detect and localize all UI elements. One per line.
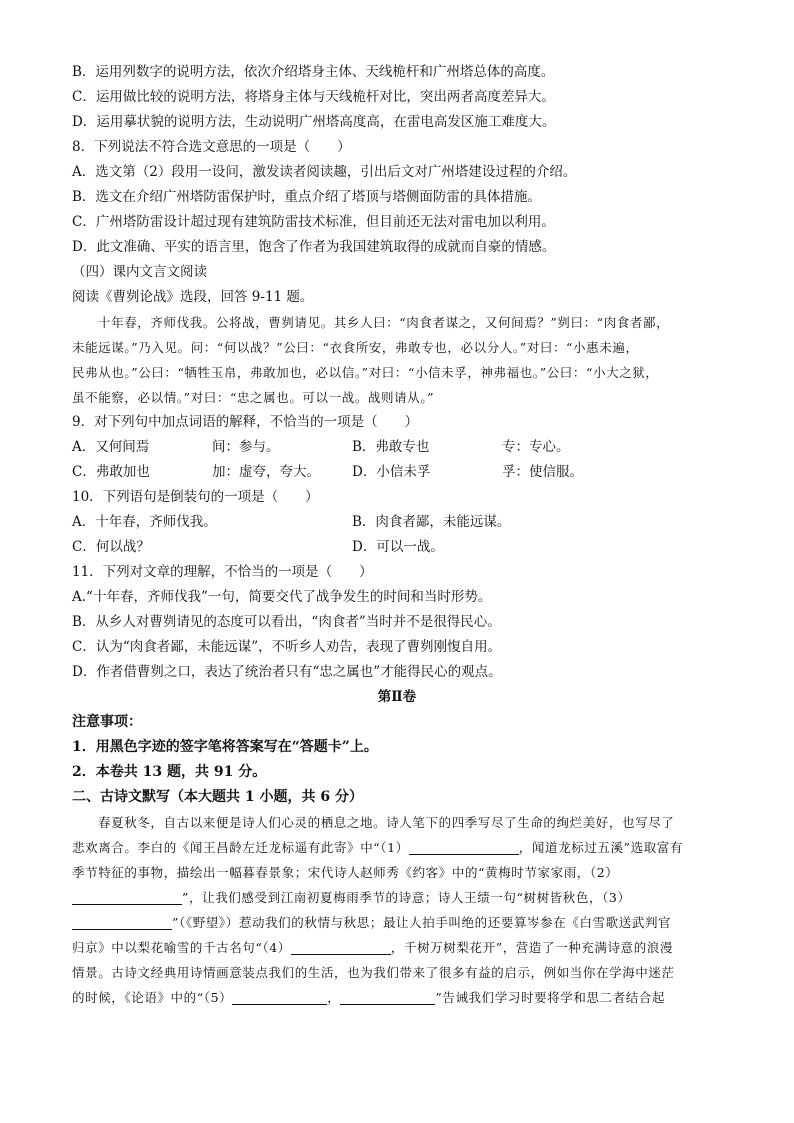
passage-line-3: 民弗从也。”公曰：“牺牲玉帛，弗敢加也，必以信。”对曰：“小信未孚，神弗福也。”公曰：“小大之狱， xyxy=(72,365,659,380)
notice-item-2: 2．本卷共 13 题，共 91 分。 xyxy=(72,764,267,780)
question-10: 10．下列语句是倒装句的一项是（ ） xyxy=(72,489,319,505)
essay-text: ，闻道龙标过五溪”选取富有 xyxy=(518,840,683,855)
q11-option-d: D．作者借曹刿之口，表达了统治者只有“忠之属也”才能得民心的观点。 xyxy=(72,664,502,680)
q9-option-b-gloss: 专：专心。 xyxy=(502,439,570,455)
passage-line-2: 未能远谋。”乃入见。问：“何以战？”公曰：“衣食所安，弗敢专也，必以分人。”对曰：“小惠未遍， xyxy=(72,340,639,355)
q10-row-cd xyxy=(72,535,722,560)
essay-text: ”（《野望》）惹动我们的秋情与秋思；最让人拍手叫绝的还要算岑参在《白雪歌送武判官 xyxy=(172,915,672,930)
section-4-heading: （四）课内文言文阅读 xyxy=(72,264,207,280)
essay-text: 归京》中以梨花喻雪的千古名句“（4） xyxy=(72,940,291,955)
essay-line-1: 春夏秋冬，自古以来便是诗人们心灵的栖息之地。诗人笔下的四季写尽了生命的绚烂美好，也写尽了 xyxy=(98,815,675,830)
notice-item-1: 1．用黑色字迹的签字笔将答案写在“答题卡”上。 xyxy=(72,739,378,755)
answer-blank-4[interactable] xyxy=(291,938,391,955)
q9-option-b: B．弗敢专也 xyxy=(352,439,430,455)
question-8: 8．下列说法不符合选文意思的一项是（ ） xyxy=(72,139,351,155)
passage-line-4: 虽不能察，必以情。”对曰：“忠之属也。可以一战。战则请从。” xyxy=(72,390,435,405)
essay-line-4 xyxy=(72,885,722,910)
essay-line-7: 情景。古诗文经典用诗情画意装点我们的生活，也为我们带来了很多有益的启示，例如当你在学海中迷茫 xyxy=(72,965,675,980)
essay-text: 悲欢离合。李白的《闻王昌龄左迁龙标遥有此寄》中“（1） xyxy=(72,840,409,855)
essay-line-2 xyxy=(72,835,722,860)
q10-row-ab xyxy=(72,510,722,535)
answer-blank-5a[interactable] xyxy=(232,988,327,1005)
q10-option-c: C．何以战？ xyxy=(72,539,150,555)
answer-blank-5b[interactable] xyxy=(340,988,435,1005)
volume-2-title: 第Ⅱ卷 xyxy=(377,689,417,705)
essay-line-5 xyxy=(72,910,722,935)
question-11: 11．下列对文章的理解，不恰当的一项是（ ） xyxy=(72,564,373,580)
answer-blank-2[interactable] xyxy=(72,888,182,905)
q10-option-a: A．十年春，齐师伐我。 xyxy=(72,514,217,530)
q9-option-a-gloss: 间：参与。 xyxy=(212,439,280,455)
q7-option-c: C．运用做比较的说明方法，将塔身主体与天线桅杆对比，突出两者高度差异大。 xyxy=(72,89,555,105)
q9-row-ab xyxy=(72,435,722,460)
essay-text: ”告诫我们学习时要将学和思二者结合起 xyxy=(435,990,666,1005)
notice-heading: 注意事项： xyxy=(72,714,142,730)
reading-intro: 阅读《曹刿论战》选段，回答 9-11 题。 xyxy=(72,289,314,305)
q11-option-a: A.“十年春，齐师伐我”一句，简要交代了战争发生的时间和当时形势。 xyxy=(72,589,492,605)
passage-line-1: 十年春，齐师伐我。公将战，曹刿请见。其乡人曰：“肉食者谋之，又何间焉？”刿曰：“肉食者鄙， xyxy=(98,315,670,330)
q9-option-c-gloss: 加：虚夸，夸大。 xyxy=(212,464,320,480)
essay-text: ”，让我们感受到江南初夏梅雨季节的诗意；诗人王绩一句“树树皆秋色，（3） xyxy=(182,890,631,905)
section-2-heading: 二、古诗文默写（本大题共 1 小题，共 6 分） xyxy=(72,789,363,805)
question-9: 9．对下列句中加点词语的解释，不恰当的一项是（ ） xyxy=(72,414,419,430)
essay-text: ，千树万树梨花开”，营造了一种充满诗意的浪漫 xyxy=(390,940,673,955)
q8-option-a: A．选文第（2）段用一设问，激发读者阅读趣，引出后文对广州塔建设过程的介绍。 xyxy=(72,164,577,180)
essay-text: ， xyxy=(327,990,341,1005)
q9-option-c: C．弗敢加也 xyxy=(72,464,150,480)
q8-option-c: C．广州塔防雷设计超过现有建筑防雷技术标准，但目前还无法对雷电加以利用。 xyxy=(72,214,555,230)
essay-text: 的时候，《论语》中的“（5） xyxy=(72,990,233,1005)
q11-option-b: B．从乡人对曹刿请见的态度可以看出，“肉食者”当时并不是很得民心。 xyxy=(72,614,501,630)
q9-row-cd xyxy=(72,460,722,485)
answer-blank-1[interactable] xyxy=(409,838,519,855)
q9-option-d: D．小信未孚 xyxy=(352,464,431,480)
essay-line-6 xyxy=(72,935,722,960)
q8-option-d: D．此文准确、平实的语言里，饱含了作者为我国建筑取得的成就而自豪的情感。 xyxy=(72,239,556,255)
q8-option-b: B．选文在介绍广州塔防雷保护时，重点介绍了塔顶与塔侧面防雷的具体措施。 xyxy=(72,189,541,205)
q9-option-d-gloss: 孚：使信服。 xyxy=(502,464,583,480)
exam-page xyxy=(72,60,722,1010)
q9-option-a: A．又何间焉 xyxy=(72,439,150,455)
essay-line-8 xyxy=(72,985,722,1010)
q11-option-c: C．认为“肉食者鄙，未能远谋”，不听乡人劝告，表现了曹刿刚愎自用。 xyxy=(72,639,502,655)
essay-line-3: 季节特征的事物，描绘出一幅暮春景象；宋代诗人赵师秀《约客》中的“黄梅时节家家雨，（2） xyxy=(72,865,619,880)
q7-option-b: B．运用列数字的说明方法，依次介绍塔身主体、天线桅杆和广州塔总体的高度。 xyxy=(72,64,555,80)
answer-blank-3[interactable] xyxy=(72,913,172,930)
q10-option-d: D．可以一战。 xyxy=(352,539,444,555)
q7-option-d: D．运用摹状貌的说明方法，生动说明广州塔高度高，在雷电高发区施工难度大。 xyxy=(72,114,556,130)
q10-option-b: B．肉食者鄙，未能远谋。 xyxy=(352,514,511,530)
